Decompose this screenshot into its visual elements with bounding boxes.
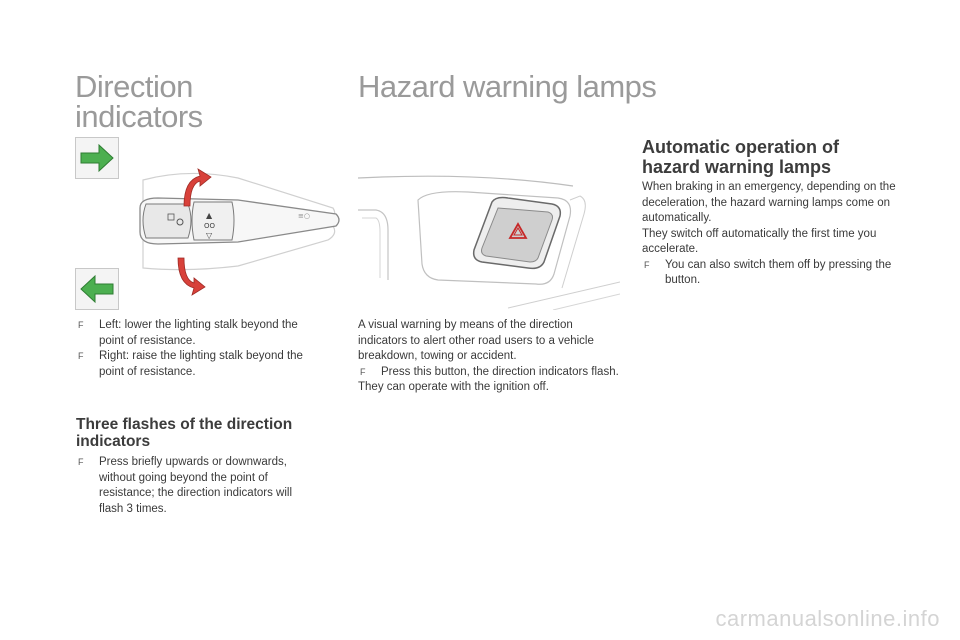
watermark: carmanualsonline.info — [715, 606, 940, 631]
hazard-description — [358, 318, 620, 396]
hazard-intro: A visual warning by means of the direction indicators to alert other road users to a vehicle breakdown, towing or accident. — [358, 319, 594, 362]
svg-text:≡○: ≡○ — [298, 212, 310, 220]
svg-text:▽: ▽ — [206, 231, 213, 240]
svg-text:OO: OO — [204, 222, 216, 230]
right-arrow-indicator-icon — [75, 137, 119, 179]
list-item: F You can also switch them off by pressing the button. — [642, 258, 904, 289]
curved-down-arrow-icon — [172, 256, 206, 298]
automatic-para-1: When braking in an emergency, depending on the deceleration, the hazard warning lamps come on automatically. — [642, 181, 896, 224]
hazard-button — [474, 198, 561, 269]
automatic-para-2: They switch off automatically the first time you accelerate. — [642, 227, 877, 255]
list-item: F Right: raise the lighting stalk beyond the point of resistance. — [76, 349, 324, 380]
list-item: F Press this button, the direction indicators flash. — [358, 365, 620, 381]
three-flashes-instructions — [76, 455, 316, 517]
automatic-heading: Automatic operation of hazard warning lamps — [642, 137, 839, 177]
hazard-button-illustration — [358, 170, 620, 310]
hazard-note: They can operate with the ignition off. — [358, 381, 549, 393]
list-item: F Left: lower the lighting stalk beyond the point of resistance. — [76, 318, 324, 349]
curved-up-arrow-icon — [178, 166, 212, 208]
hazard-title: Hazard warning lamps — [358, 69, 657, 104]
list-item: F Press briefly upwards or downwards, without going beyond the point of resistance; the direction indicators will flash 3 times. — [76, 455, 316, 517]
svg-text:▲: ▲ — [206, 211, 213, 220]
three-flashes-heading: Three flashes of the direction indicators — [76, 416, 293, 450]
lighting-stalk-illustration — [128, 160, 343, 300]
direction-title: Direction indicators — [75, 69, 203, 134]
left-arrow-indicator-icon — [75, 268, 119, 310]
direction-instructions — [76, 318, 324, 380]
automatic-description — [642, 180, 904, 289]
